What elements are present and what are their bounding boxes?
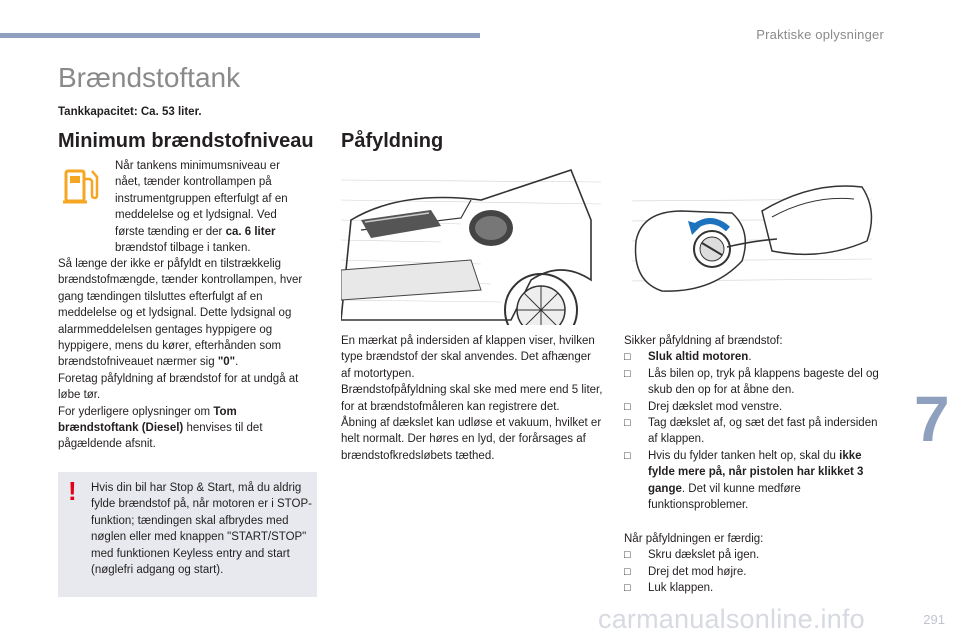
checkbox-icon: □: [624, 351, 631, 364]
fuel-cap-illustration: [622, 181, 880, 294]
tank-capacity: Tankkapacitet: Ca. 53 liter.: [58, 106, 202, 118]
chapter-number: 7: [914, 383, 950, 455]
step-2: □ Lås bilen op, tryk på klappens bageste del og skub den op for at åbne den.: [624, 367, 879, 397]
stop-start-warning-box: [58, 472, 317, 597]
refuel-steps: Sikker påfyldning af brændstof: □ Sluk altid motoren. □ Lås bilen op, tryk på klappens bageste del og skub den op for at åbne den. □ Drej dækslet mod venstre. □ Tag dækslet af, og sæt det fast på indersiden af klappen. □ Hvis du fylder tanken helt op, skal du ikke fylde mere på, når pistolen har klikket 3 gange. Det vil kunne medføre funktionsproblemer.: [624, 333, 884, 513]
min-level-body: Så længe der ikke er påfyldt en tilstrækkelig brændstofmængde, tænder kontrollampen, hver gang tændingen tilsluttes efterfulgt af en meddelelse og et lydsignal. Dette lydsignal og alarmmeddelelsen gentages hyppigere og hyppigere, mens du kører, efterhånden som brændstofniveauet nærmer sig "0". Foretag påfyldning af brændstof for at undgå at løbe tør. For yderligere oplysninger om Tom brændstoftank (Diesel) henvises til det pågældende afsnit.: [58, 258, 303, 451]
step-3: □ Drej dækslet mod venstre.: [624, 399, 884, 415]
step-5: □ Hvis du fylder tanken helt op, skal du ikke fylde mere på, når pistolen har klikket 3 gange. Det vil kunne medføre funktionsproblemer.: [624, 449, 864, 512]
checkbox-icon: □: [624, 449, 631, 462]
min-level-description: Når tankens minimumsniveau er nået, tænder kontrollampen på instrumentgruppen efterfulgt af en meddelelse og et lydsignal. Ved første tænding er der ca. 6 liter brændstof tilbage i tanken.: [115, 160, 288, 255]
step-1: □ Sluk altid motoren.: [624, 349, 884, 365]
checkbox-icon: □: [624, 582, 631, 595]
page-number: 291: [923, 612, 945, 627]
car-fuel-flap-illustration: [341, 160, 601, 325]
step-4: □ Tag dækslet af, og sæt det fast på indersiden af klappen.: [624, 417, 878, 446]
page-title: Brændstoftank: [58, 62, 241, 93]
watermark: carmanualsonline.info: [598, 604, 865, 634]
checkbox-icon: □: [624, 417, 631, 430]
warning-icon: !: [68, 476, 77, 506]
checkbox-icon: □: [624, 565, 631, 578]
checkbox-icon: □: [624, 549, 631, 562]
min-level-heading: Minimum brændstofniveau: [58, 130, 314, 152]
refuel-heading: Påfyldning: [341, 130, 444, 152]
section-header-title: Praktiske oplysninger: [756, 27, 884, 42]
checkbox-icon: □: [624, 400, 631, 413]
warning-text: Hvis din bil har Stop & Start, må du aldrig fylde brændstof på, når motoren er i STOP-funktion; tændingen skal afbrydes med nøglen eller med knappen "START/STOP" med funktionen Keyless entry and start (nøglefri adgang og start).: [91, 482, 312, 577]
refuel-info-text: En mærkat på indersiden af klappen viser, hvilken type brændstof der skal anvendes. Det afhænger af motortypen. Brændstofpåfyldning skal ske med mere end 5 liter, for at brændstofmåleren kan registrere det. Åbning af dækslet kan udløse et vakuum, hvilket er helt normalt. Der høres en lyd, der forårsages af brændstofkredsløbets tæthed.: [341, 335, 603, 462]
header-accent-bar: [0, 33, 480, 38]
checkbox-icon: □: [624, 367, 631, 380]
fuel-pump-icon: [62, 165, 100, 205]
after-refuel-steps: Når påfyldningen er færdig: □ Skru dækslet på igen. □ Drej det mod højre. □ Luk klappen.: [624, 531, 884, 597]
